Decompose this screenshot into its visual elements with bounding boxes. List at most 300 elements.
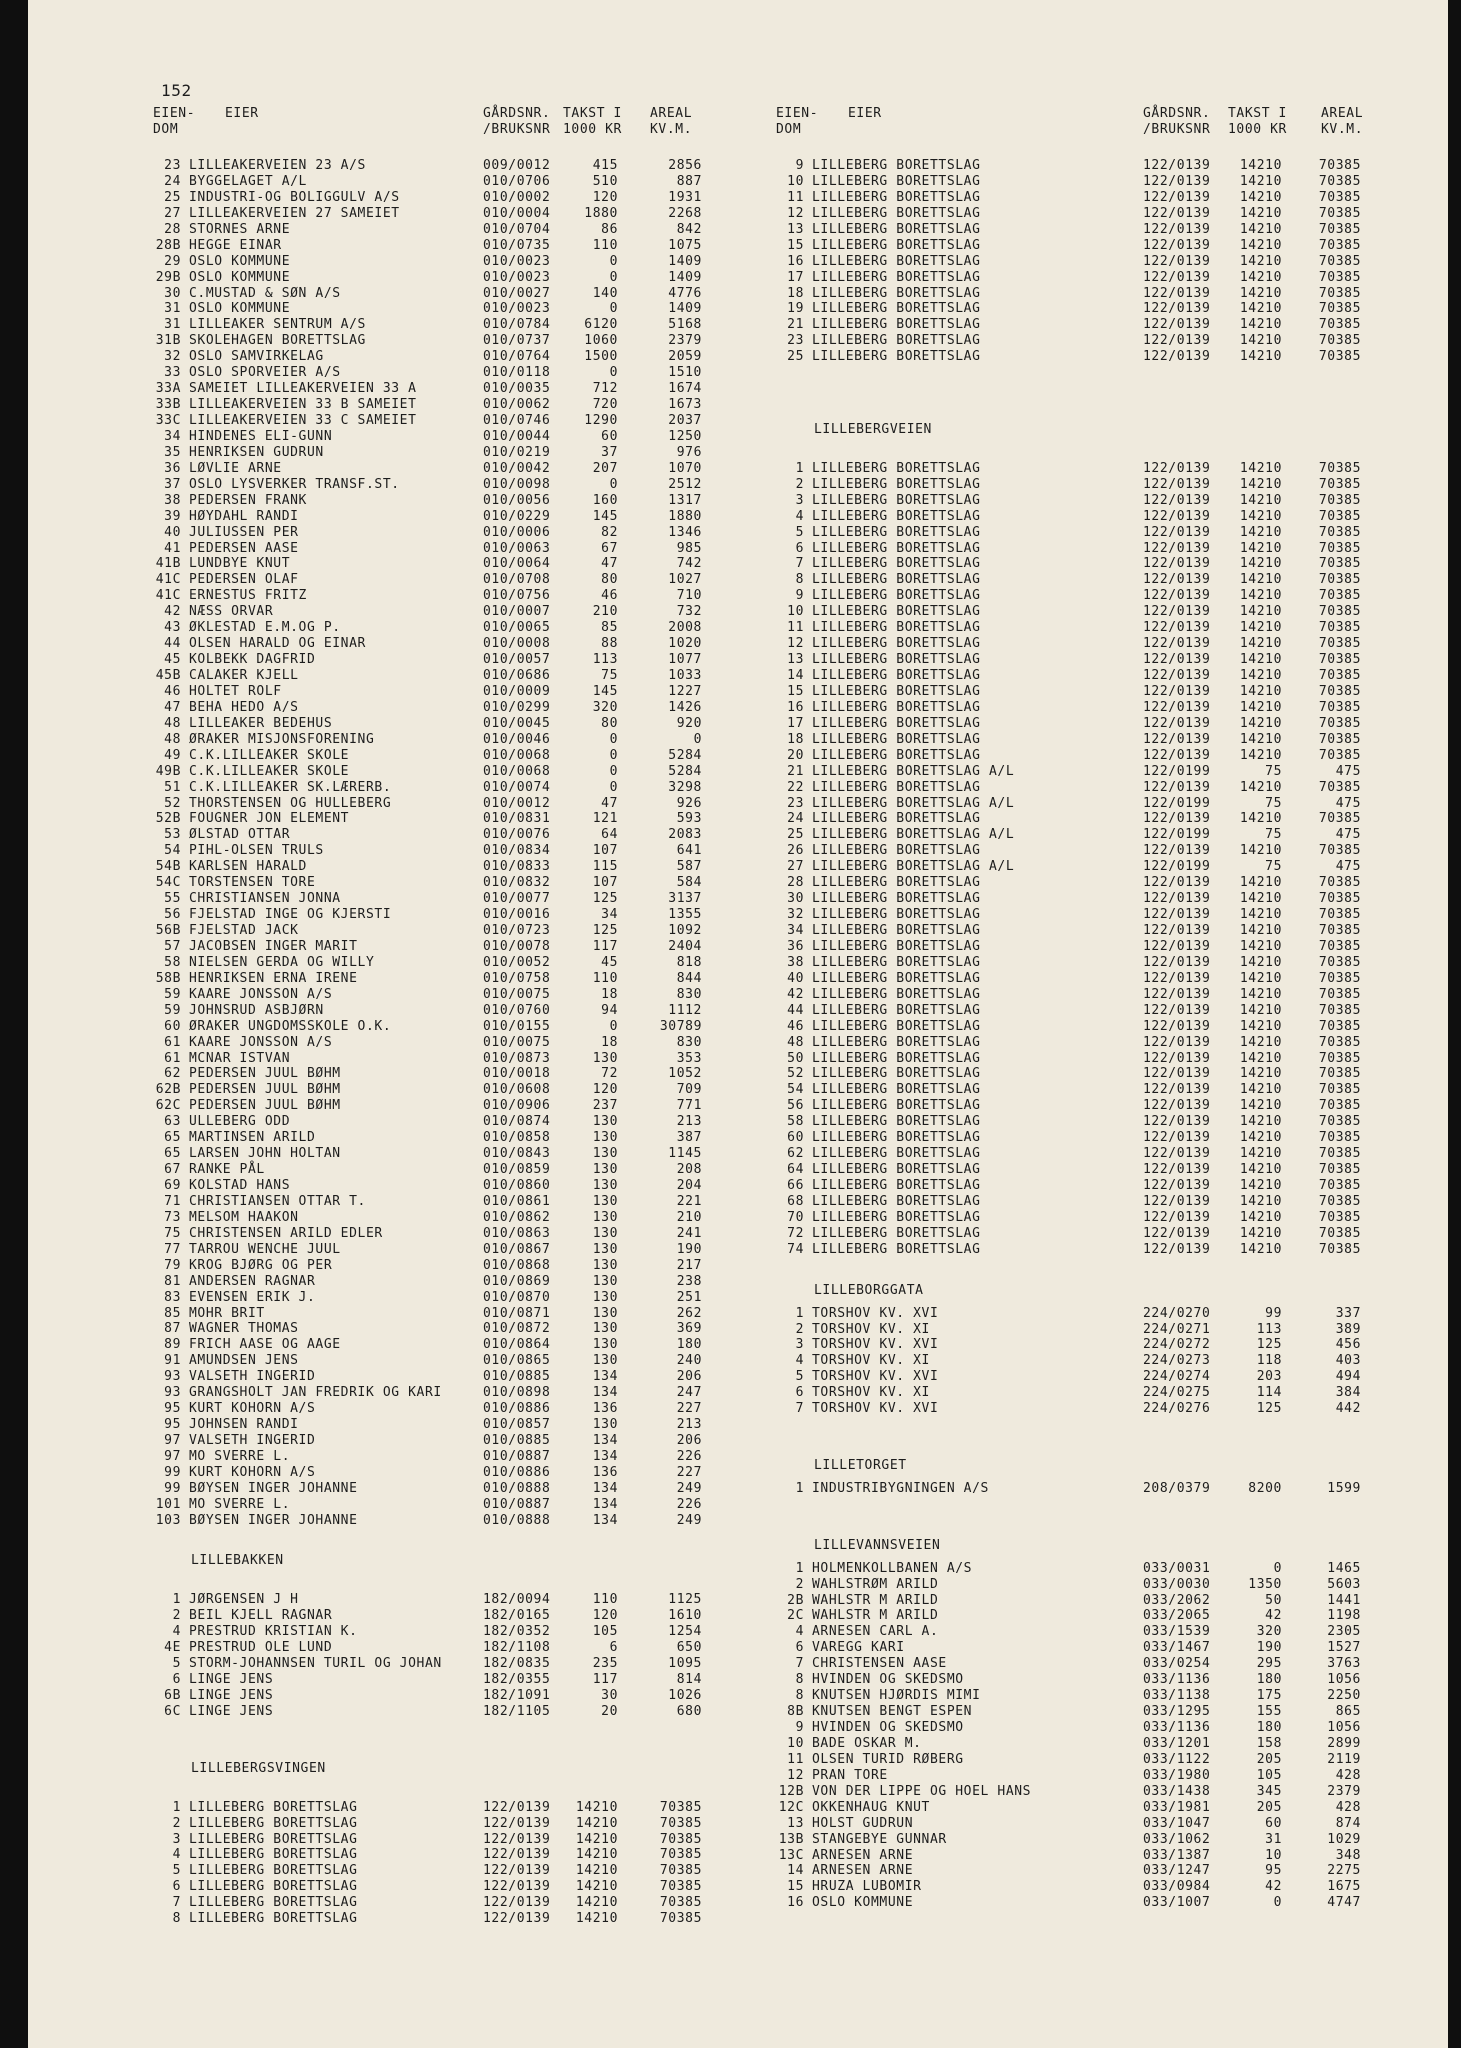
takst-value: 180 [1256,1720,1282,1735]
owner-name: NÆSS ORVAR [189,604,274,620]
owner-name: TORSHOV KV. XVI [812,1401,939,1417]
table-row [153,843,751,859]
gnr-bnr: 122/0139 [1143,508,1211,524]
area-value: 874 [1335,1815,1361,1831]
takst-value: 130 [592,1353,618,1369]
owner-name: WAHLSTRØM ARILD [812,1576,939,1592]
header-eiendom-1: EIEN- [153,106,196,121]
takst-value: 14210 [1239,333,1282,349]
property-number: 9 [795,158,804,173]
area-value: 70385 [1318,747,1361,763]
gnr-bnr: 010/0887 [483,1448,551,1464]
area-value: 70385 [1318,301,1361,317]
area-value: 210 [676,1209,702,1225]
property-number: 69 [164,1178,181,1193]
takst-value: 47 [601,556,618,572]
table-row [776,668,1376,684]
property-number: 2 [795,1576,804,1592]
property-number: 9 [795,588,804,604]
takst-value: 130 [592,1289,618,1305]
area-value: 814 [676,1672,702,1688]
area-value: 247 [676,1385,702,1401]
gnr-bnr: 010/0045 [483,715,551,731]
gnr-bnr: 122/0139 [1143,476,1211,492]
gnr-bnr: 122/0139 [1143,572,1211,588]
table-row [153,732,751,748]
area-value: 389 [1335,1321,1361,1337]
property-number: 8 [795,1688,804,1704]
property-number: 60 [787,1130,804,1146]
owner-name: PEDERSEN AASE [189,540,299,556]
property-number: 33B [155,397,181,413]
area-value: 70385 [1318,731,1361,747]
street-name: LILLEBERGVEIEN [814,421,932,437]
gnr-bnr: 122/0139 [1143,1193,1211,1209]
gnr-bnr: 122/0139 [1143,891,1211,907]
takst-value: 160 [592,492,618,508]
property-number: 5 [172,1863,181,1879]
gnr-bnr: 122/0199 [1143,827,1211,843]
takst-value: 113 [592,652,618,668]
area-value: 2379 [668,333,702,349]
owner-name: OSLO KOMMUNE [189,253,291,269]
takst-value: 158 [1256,1735,1282,1751]
gnr-bnr: 122/0139 [483,1863,551,1879]
area-value: 70385 [1318,1050,1361,1066]
owner-name: KNUTSEN HJØRDIS MIMI [812,1688,981,1704]
property-number: 63 [164,1114,181,1130]
owner-name: LILLEBERG BORETTSLAG [812,540,981,556]
takst-value: 140 [592,285,618,301]
table-row [153,1640,751,1656]
takst-value: 75 [1265,795,1282,811]
property-number: 7 [795,1656,804,1672]
property-number: 7 [795,1401,804,1417]
table-row [776,493,1376,509]
area-value: 70385 [1318,620,1361,636]
table-row [776,684,1376,700]
owner-name: MO SVERRE L. [189,1496,291,1512]
area-value: 1674 [668,381,702,397]
owner-name: LILLEBERG BORETTSLAG [812,1209,981,1225]
property-number: 26 [787,843,804,859]
area-value: 1409 [668,301,702,317]
gnr-bnr: 010/0869 [483,1273,551,1289]
owner-name: LILLEAKERVEIEN 27 SAMEIET [189,205,400,221]
table-row [776,1832,1376,1848]
blank-line [776,381,1376,397]
owner-name: LILLEBERG BORETTSLAG [812,269,981,285]
gnr-bnr: 010/0784 [483,317,551,333]
gnr-bnr: 122/0139 [1143,970,1211,986]
owner-name: CHRISTIANSEN OTTAR T. [189,1193,366,1209]
table-row [153,1353,751,1369]
takst-value: 134 [592,1480,618,1496]
gnr-bnr: 122/0139 [1143,173,1211,189]
area-value: 442 [1335,1401,1361,1417]
property-number: 41B [155,556,181,572]
owner-name: LILLEBERG BORETTSLAG [812,189,981,205]
area-value: 238 [676,1273,702,1289]
table-row [776,636,1376,652]
area-value: 70385 [1318,1130,1361,1146]
takst-value: 14210 [1239,843,1282,859]
property-number: 17 [787,715,804,731]
table-row [153,764,751,780]
property-number: 62 [164,1066,181,1082]
property-number: 3 [172,1831,181,1847]
property-number: 15 [787,237,804,253]
takst-value: 0 [609,301,618,317]
header-takst-1: TAKST I [1228,106,1287,121]
property-number: 8 [795,1672,804,1688]
owner-name: MCNAR ISTVAN [189,1050,291,1066]
property-number: 12C [778,1799,804,1815]
owner-name: LUNDBYE KNUT [189,556,291,572]
owner-name: HOLMENKOLLBANEN A/S [812,1560,973,1576]
table-row [153,1035,751,1051]
owner-name: C.K.LILLEAKER SKOLE [189,747,350,763]
takst-value: 88 [601,636,618,652]
table-row [776,1114,1376,1130]
gnr-bnr: 122/0139 [1143,269,1211,285]
property-number: 74 [787,1241,804,1257]
area-value: 710 [676,588,702,604]
table-row [153,668,751,684]
takst-value: 14210 [1239,460,1282,476]
owner-name: EVENSEN ERIK J. [189,1289,316,1305]
owner-name: LARSEN JOHN HOLTAN [189,1146,341,1162]
owner-name: INDUSTRIBYGNINGEN A/S [812,1480,989,1496]
property-number: 10 [787,1735,804,1751]
takst-value: 14210 [1239,620,1282,636]
area-value: 70385 [1318,1241,1361,1257]
gnr-bnr: 122/0139 [1143,683,1211,699]
takst-value: 85 [601,620,618,636]
property-number: 23 [164,158,181,173]
property-number: 52B [155,811,181,827]
table-row [153,827,751,843]
gnr-bnr: 208/0379 [1143,1480,1211,1496]
table-row [153,1321,751,1337]
property-number: 13B [778,1831,804,1847]
property-number: 15 [787,1879,804,1895]
gnr-bnr: 122/0199 [1143,763,1211,779]
property-number: 59 [164,1002,181,1018]
gnr-bnr: 009/0012 [483,158,551,173]
gnr-bnr: 122/0139 [1143,1034,1211,1050]
takst-value: 14210 [1239,1114,1282,1130]
owner-name: VAREGG KARI [812,1640,905,1656]
takst-value: 203 [1256,1369,1282,1385]
area-value: 70385 [1318,1178,1361,1194]
owner-name: LILLEAKERVEIEN 33 B SAMEIET [189,397,417,413]
takst-value: 205 [1256,1799,1282,1815]
property-number: 54 [164,843,181,859]
right-column-header [776,106,1376,158]
table-row [153,477,751,493]
header-areal-1: AREAL [1321,106,1364,121]
area-value: 1227 [668,683,702,699]
takst-value: 14210 [1239,301,1282,317]
area-value: 1033 [668,668,702,683]
table-row [153,301,751,317]
property-number: 25 [787,827,804,843]
owner-name: STANGEBYE GUNNAR [812,1831,947,1847]
header-takst-2: 1000 KR [1228,122,1287,137]
area-value: 830 [676,1034,702,1050]
area-value: 2404 [668,938,702,954]
table-row [776,1082,1376,1098]
gnr-bnr: 224/0274 [1143,1369,1211,1385]
table-row [153,939,751,955]
area-value: 887 [676,173,702,189]
gnr-bnr: 010/0063 [483,540,551,556]
area-value: 1931 [668,189,702,205]
takst-value: 14210 [1239,237,1282,253]
gnr-bnr: 122/0139 [1143,1018,1211,1034]
table-row [153,1608,751,1624]
takst-value: 115 [592,859,618,875]
takst-value: 80 [601,572,618,588]
gnr-bnr: 010/0888 [483,1480,551,1496]
table-row [776,1481,1376,1497]
table-row [776,1688,1376,1704]
table-row [776,1226,1376,1242]
table-row [776,1640,1376,1656]
takst-value: 14210 [1239,189,1282,205]
takst-value: 237 [592,1098,618,1114]
property-number: 2B [787,1592,804,1608]
gnr-bnr: 010/0888 [483,1512,551,1528]
owner-name: LILLEBERG BORETTSLAG [812,1034,981,1050]
area-value: 1052 [668,1066,702,1082]
owner-name: LILLEBERG BORETTSLAG [812,907,981,923]
blank-line [153,1784,751,1800]
takst-value: 118 [1256,1353,1282,1369]
property-number: 1 [172,1592,181,1608]
takst-value: 130 [592,1257,618,1273]
street-heading [776,1433,1376,1481]
gnr-bnr: 122/0139 [1143,1146,1211,1162]
street-heading [776,1513,1376,1561]
takst-value: 14210 [1239,492,1282,508]
area-value: 353 [676,1050,702,1066]
table-row [776,238,1376,254]
takst-value: 205 [1256,1751,1282,1767]
gnr-bnr: 010/0012 [483,795,551,811]
property-number: 62 [787,1146,804,1162]
owner-name: JØRGENSEN J H [189,1592,299,1608]
gnr-bnr: 010/0076 [483,827,551,843]
area-value: 70385 [1318,843,1361,859]
takst-value: 14210 [1239,1178,1282,1194]
table-row [776,939,1376,955]
area-value: 70385 [1318,1225,1361,1241]
area-value: 1020 [668,636,702,652]
property-number: 64 [787,1162,804,1178]
area-value: 70385 [1318,572,1361,588]
table-row [776,604,1376,620]
table-row [776,1800,1376,1816]
gnr-bnr: 182/1091 [483,1688,551,1704]
property-number: 13C [778,1847,804,1863]
property-number: 77 [164,1241,181,1257]
gnr-bnr: 010/0863 [483,1225,551,1241]
area-value: 709 [676,1082,702,1098]
takst-value: 107 [592,875,618,891]
takst-value: 42 [1265,1879,1282,1895]
gnr-bnr: 122/0139 [1143,1002,1211,1018]
takst-value: 14210 [1239,173,1282,189]
table-row [776,1879,1376,1895]
owner-name: HINDENES ELI-GUNN [189,428,333,444]
owner-name: OLSEN HARALD OG EINAR [189,636,366,652]
owner-name: LILLEBERG BORETTSLAG [812,301,981,317]
owner-name: OLSEN TURID RØBERG [812,1751,964,1767]
area-value: 403 [1335,1353,1361,1369]
gnr-bnr: 010/0860 [483,1178,551,1193]
property-number: 46 [787,1018,804,1034]
property-number: 32 [787,907,804,923]
table-row [776,1337,1376,1353]
takst-value: 14210 [1239,1162,1282,1178]
takst-value: 120 [592,1082,618,1098]
owner-name: ARNESEN ARNE [812,1847,914,1863]
street-name: LILLEBORGGATA [814,1282,924,1298]
takst-value: 320 [592,699,618,715]
table-row [153,1385,751,1401]
area-value: 1092 [668,923,702,938]
owner-name: LILLEBERG BORETTSLAG [189,1911,358,1927]
takst-value: 134 [592,1512,618,1528]
area-value: 1029 [1327,1831,1361,1847]
property-number: 27 [164,205,181,221]
takst-value: 190 [1256,1640,1282,1656]
area-value: 70385 [1318,253,1361,269]
owner-name: LILLEBERG BORETTSLAG [189,1863,358,1879]
area-value: 4747 [1327,1895,1361,1911]
owner-name: MOHR BRIT [189,1305,265,1321]
property-number: 38 [787,954,804,970]
takst-value: 125 [592,923,618,938]
gnr-bnr: 010/0706 [483,173,551,189]
property-number: 34 [787,923,804,939]
area-value: 1599 [1327,1480,1361,1496]
takst-value: 720 [592,397,618,413]
table-row [776,588,1376,604]
takst-value: 14210 [1239,572,1282,588]
area-value: 844 [676,970,702,986]
table-row [776,270,1376,286]
takst-value: 110 [592,237,618,253]
street-name: LILLEBAKKEN [191,1553,284,1569]
table-row [776,556,1376,572]
property-number: 68 [787,1193,804,1209]
property-number: 13 [787,221,804,237]
table-row [776,190,1376,206]
property-number: 48 [164,715,181,731]
owner-name: TARROU WENCHE JUUL [189,1241,341,1257]
owner-name: PEDERSEN JUUL BØHM [189,1066,341,1082]
property-number: 20 [787,747,804,763]
table-row [153,780,751,796]
area-value: 70385 [1318,524,1361,540]
table-row [153,907,751,923]
property-number: 58B [155,970,181,986]
owner-name: BYGGELAGET A/L [189,173,307,189]
owner-name: KROG BJØRG OG PER [189,1257,333,1273]
table-row [153,1433,751,1449]
property-number: 41C [155,572,181,588]
owner-name: TORSHOV KV. XI [812,1353,930,1369]
property-number: 87 [164,1321,181,1337]
owner-name: LILLEBERG BORETTSLAG [812,1178,981,1194]
street-name: LILLETORGET [814,1457,907,1473]
takst-value: 134 [592,1385,618,1401]
owner-name: LILLEBERG BORETTSLAG [812,460,981,476]
owner-name: LILLEBERG BORETTSLAG [812,604,981,620]
header-areal-2: KV.M. [1321,122,1364,137]
takst-value: 14210 [1239,779,1282,795]
owner-name: SAMEIET LILLEAKERVEIEN 33 A [189,381,417,397]
area-value: 70385 [1318,938,1361,954]
owner-name: LILLEBERG BORETTSLAG [812,683,981,699]
table-row [153,1704,751,1720]
street-name: LILLEVANNSVEIEN [814,1537,941,1553]
area-value: 1056 [1327,1720,1361,1735]
property-number: 12 [787,205,804,221]
takst-value: 114 [1256,1385,1282,1401]
property-number: 61 [164,1034,181,1050]
owner-name: ØLSTAD OTTAR [189,827,291,843]
property-number: 93 [164,1385,181,1401]
area-value: 70385 [1318,333,1361,349]
document-page [28,0,1448,2048]
area-value: 2305 [1327,1624,1361,1640]
table-row [153,1672,751,1688]
table-row [153,174,751,190]
owner-name: LILLEBERG BORETTSLAG [812,891,981,907]
owner-name: LILLEBERG BORETTSLAG [812,779,981,795]
takst-value: 510 [592,173,618,189]
owner-name: ANDERSEN RAGNAR [189,1273,316,1289]
property-number: 2C [787,1608,804,1624]
owner-name: TORSHOV KV. XVI [812,1337,939,1353]
takst-value: 130 [592,1417,618,1433]
owner-name: CALAKER KJELL [189,668,299,683]
area-value: 2119 [1327,1751,1361,1767]
takst-value: 130 [592,1130,618,1146]
owner-name: JOHNSEN RANDI [189,1417,299,1433]
area-value: 650 [676,1640,702,1656]
takst-value: 14210 [575,1799,618,1815]
property-number: 1 [795,1305,804,1321]
gnr-bnr: 010/0075 [483,986,551,1002]
property-number: 11 [787,620,804,636]
property-number: 44 [787,1002,804,1018]
table-row [776,174,1376,190]
gnr-bnr: 010/0299 [483,699,551,715]
area-value: 70385 [1318,1193,1361,1209]
gnr-bnr: 122/0139 [1143,253,1211,269]
owner-name: OSLO KOMMUNE [189,269,291,285]
gnr-bnr: 010/0723 [483,923,551,938]
header-areal-1: AREAL [650,106,693,121]
owner-name: LILLEBERG BORETTSLAG [812,747,981,763]
owner-name: FJELSTAD JACK [189,923,299,938]
area-value: 70385 [659,1895,702,1911]
